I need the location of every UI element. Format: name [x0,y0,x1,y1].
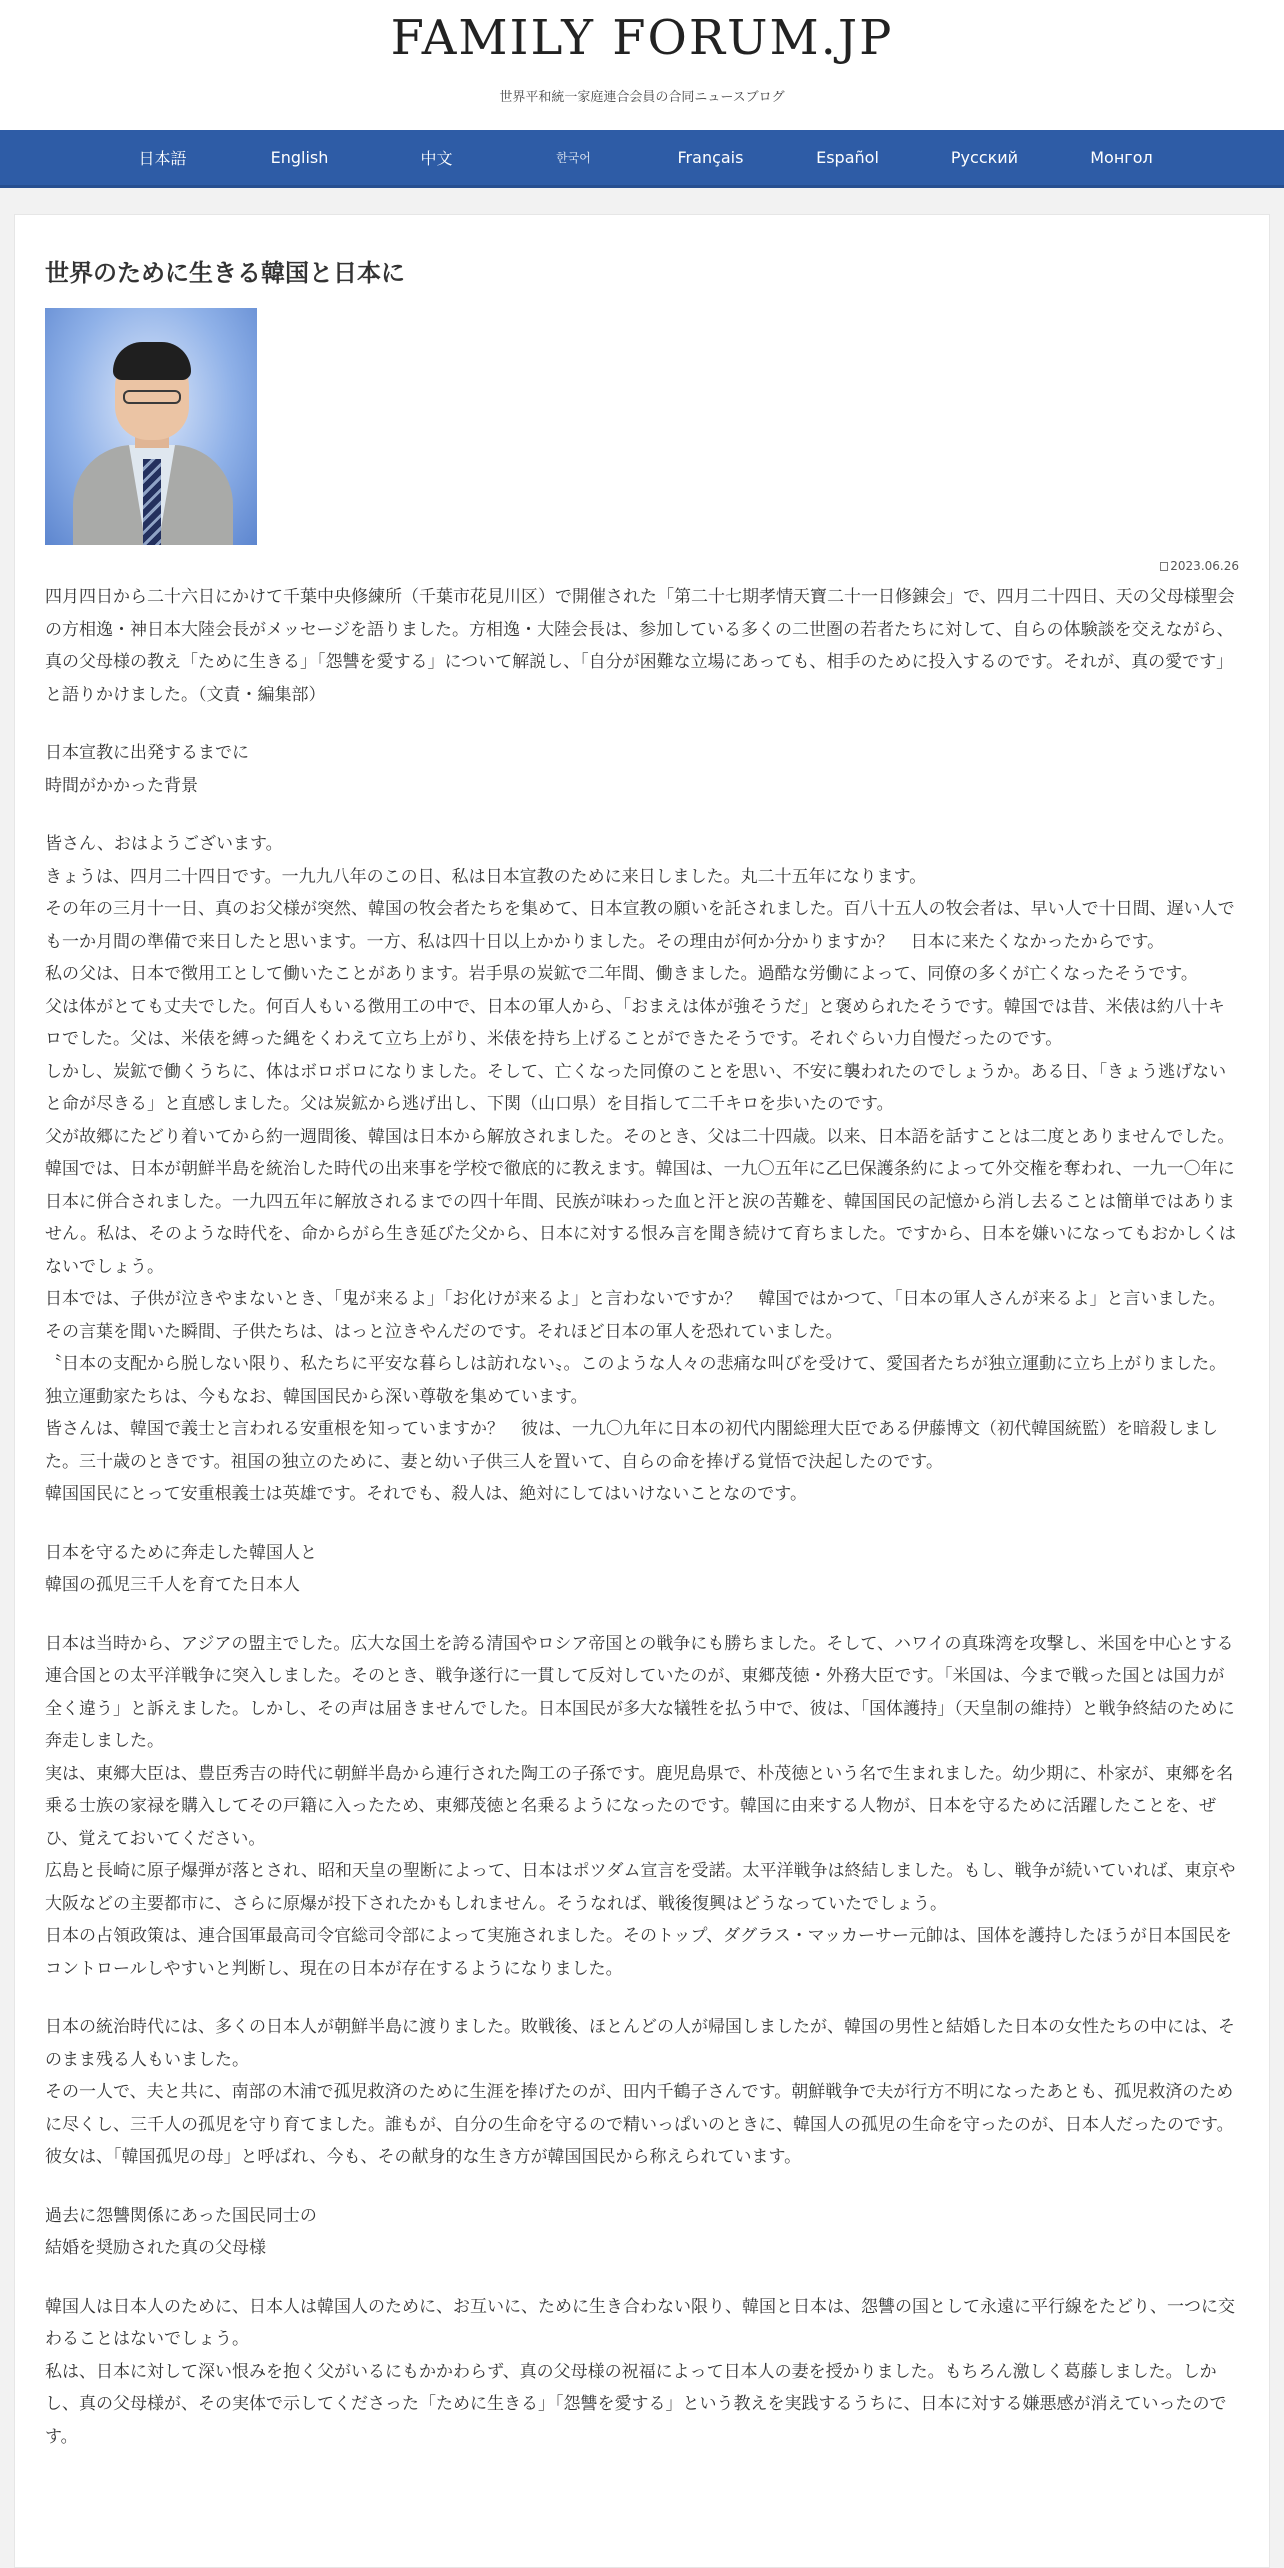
paragraph: 日本の統治時代には、多くの日本人が朝鮮半島に渡りました。敗戦後、ほとんどの人が帰国しましたが、韓国の男性と結婚した日本の女性たちの中には、そのまま残る人もいました。 [45,2017,1235,2070]
paragraph: 皆さんは、韓国で義士と言われる安重根を知っていますか？ 彼は、一九〇九年に日本の初代内閣総理大臣である伊藤博文（初代韓国統監）を暗殺しました。三十歳のときです。祖国の独立のために、妻と幼い子供三人を置いて、自らの命を捧げる覚悟で決起したのです。 [45,1419,1218,1472]
clock-icon [1160,562,1168,571]
nav-item-japanese[interactable]: 日本語 [138,149,187,168]
paragraph: 私の父は、日本で徴用工として働いたことがあります。岩手県の炭鉱で二年間、働きました。過酷な労働によって、同僚の多くが亡くなったそうです。 [45,964,1198,984]
paragraph: 韓国国民にとって安重根義士は英雄です。それでも、殺人は、絶対にしてはいけないことなのです。 [45,1484,807,1504]
post-body [45,581,1239,2453]
section-heading: 過去に怨讐関係にあった国民同士の [45,2205,317,2226]
section-heading: 日本宣教に出発するまでに [45,743,249,763]
paragraph: 〝日本の支配から脱しない限り、私たちに平安な暮らしは訪れない〟。このような人々の悲痛な叫びを受けて、愛国者たちが独立運動に立ち上がりました。独立運動家たちは、今もなお、韓国国民から深い尊敬を集めています。 [45,1354,1227,1407]
paragraph: 日本は当時から、アジアの盟主でした。広大な国土を誇る清国やロシア帝国との戦争にも勝ちました。そして、ハワイの真珠湾を攻撃し、米国を中心とする連合国との太平洋戦争に突入しました。そのとき、戦争遂行に一貫して反対していたのが、東郷茂徳・外務大臣です。「米国は、今まで戦った国とは国力が全く違う」と訴えました。しかし、その声は届きませんでした。日本国民が多大な犠牲を払う中で、彼は、「国体護持」（天皇制の維持）と戦争終結のために奔走しました。 [45,1633,1235,1751]
lead-paragraph: 四月四日から二十六日にかけて千葉中央修練所（千葉市花見川区）で開催された「第二十七期孝情天寶二十一日修錬会」で、四月二十四日、天の父母様聖会の方相逸・神日本大陸会長がメッセージを語りました。方相逸・大陸会長は、参加している多くの二世圏の若者たちに対して、自らの体験談を交えながら、真の父母様の教え「ために生きる」「怨讐を愛する」について解説し、「自分が困難な立場にあっても、相手のために投入するのです。それが、真の愛です」と語りかけました。（文責・編集部） [45,587,1235,705]
paragraph: 父は体がとても丈夫でした。何百人もいる徴用工の中で、日本の軍人から、「おまえは体が強そうだ」と褒められたそうです。韓国では昔、米俵は約八十キロでした。父は、米俵を縛った縄をくわえて立ち上がり、米俵を持ち上げることができたそうです。それぐらい力自慢だったのです。 [45,996,1225,1049]
section-heading: 時間がかかった背景 [45,775,198,796]
section-heading: 韓国の孤児三千人を育てた日本人 [45,1575,300,1595]
site-header [0,0,1284,130]
author-photo [45,308,257,545]
paragraph: 日本では、子供が泣きやまないとき、「鬼が来るよ」「お化けが来るよ」と言わないですか？ 韓国ではかつて、「日本の軍人さんが来るよ」と言いました。その言葉を聞いた瞬間、子供たちは、はっと泣きやんだのです。それほど日本の軍人を恐れていました。 [45,1289,1226,1342]
post-date-text: 2023.06.26 [1170,559,1239,573]
paragraph: 韓国では、日本が朝鮮半島を統治した時代の出来事を学校で徹底的に教えます。韓国は、一九〇五年に乙巳保護条約によって外交権を奪われ、一九一〇年に日本に併合されました。一九四五年に解放されるまでの四十年間、民族が味わった血と汗と涙の苦難を、韓国国民の記憶から消し去ることは簡単ではありません。私は、そのような時代を、命からがら生き延びた父から、日本に対する恨み言を聞き続けて育ちました。ですから、日本を嫌いになってもおかしくはないでしょう。 [45,1159,1237,1277]
nav-item-korean[interactable]: 한국어 [556,151,591,165]
site-tagline: 世界平和統一家庭連合会員の合同ニュースブログ [499,90,785,105]
article-card [14,214,1270,2568]
nav-item-french[interactable]: Français [677,148,744,167]
paragraph: 父が故郷にたどり着いてから約一週間後、韓国は日本から解放されました。そのとき、父は二十四歳。以来、日本語を話すことは二度とありませんでした。 [45,1126,1235,1147]
section-heading: 日本を守るために奔走した韓国人と [45,1542,317,1563]
paragraph: しかし、炭鉱で働くうちに、体はボロボロになりました。そして、亡くなった同僚のことを思い、不安に襲われたのでしょうか。ある日、「きょう逃げないと命が尽きる」と直感しました。父は炭鉱から逃げ出し、下関（山口県）を目指して二千キロを歩いたのです。 [45,1061,1227,1114]
paragraph: 広島と長崎に原子爆弾が落とされ、昭和天皇の聖断によって、日本はポツダム宣言を受諾。太平洋戦争は終結しました。もし、戦争が続いていれば、東京や大阪などの主要都市に、さらに原爆が投下されたかもしれません。そうなれば、戦後復興はどうなっていたでしょう。 [45,1861,1236,1914]
paragraph: 日本の占領政策は、連合国軍最高司令官総司令部によって実施されました。そのトップ、ダグラス・マッカーサー元帥は、国体を護持したほうが日本国民をコントロールしやすいと判断し、現在の日本が存在するようになりました。 [45,1926,1232,1979]
nav-item-english[interactable]: English [270,148,329,167]
nav-item-russian[interactable]: Русский [950,148,1019,167]
paragraph: 彼女は、「韓国孤児の母」と呼ばれ、今も、その献身的な生き方が韓国国民から称えられています。 [45,2147,802,2167]
paragraph: 実は、東郷大臣は、豊臣秀吉の時代に朝鮮半島から連行された陶工の子孫です。鹿児島県で、朴茂徳という名で生まれました。幼少期に、朴家が、東郷を名乗る士族の家禄を購入してその戸籍に入ったため、東郷茂徳と名乗るようになったのです。韓国に由来する人物が、日本を守るために活躍したことを、ぜひ、覚えておいてください。 [45,1763,1234,1849]
section-heading: 結婚を奨励された真の父母様 [45,2238,266,2258]
paragraph: 私は、日本に対して深い恨みを抱く父がいるにもかかわらず、真の父母様の祝福によって日本人の妻を授かりました。もちろん激しく葛藤しました。しかし、真の父母様が、その実体で示してくださった「ために生きる」「怨讐を愛する」という教えを実践するうちに、日本に対する嫌悪感が消えていったのです。 [45,2361,1227,2447]
nav-item-chinese[interactable]: 中文 [420,149,453,168]
paragraph: きょうは、四月二十四日です。一九九八年のこの日、私は日本宣教のために来日しました。丸二十五年になります。 [45,866,927,887]
post-title: 世界のために生きる韓国と日本に [45,259,405,287]
paragraph: その一人で、夫と共に、南部の木浦で孤児救済のために生涯を捧げたのが、田内千鶴子さんです。朝鮮戦争で夫が行方不明になったあとも、孤児救済のために尽くし、三千人の孤児を守り育てました。誰もが、自分の生命を守るので精いっぱいのときに、韓国人の孤児の生命を守ったのが、日本人だったのです。 [45,2082,1234,2135]
language-nav [0,130,1284,188]
paragraph: 韓国人は日本人のために、日本人は韓国人のために、お互いに、ために生き合わない限り、韓国と日本は、怨讐の国として永遠に平行線をたどり、一つに交わることはないでしょう。 [45,2296,1235,2349]
post-date [45,559,1239,573]
paragraph: 皆さん、おはようございます。 [45,834,283,854]
nav-item-mongolian[interactable]: Монгол [1090,148,1153,167]
site-logo[interactable]: FAMILY FORUM.JP [390,10,894,66]
nav-item-spanish[interactable]: Español [816,148,879,167]
paragraph: その年の三月十一日、真のお父様が突然、韓国の牧会者たちを集めて、日本宣教の願いを託されました。百八十五人の牧会者は、早い人で十日間、遅い人でも一か月間の準備で来日したと思います。一方、私は四十日以上かかりました。その理由が何か分かりますか？ 日本に来たくなかったからです。 [45,899,1235,952]
